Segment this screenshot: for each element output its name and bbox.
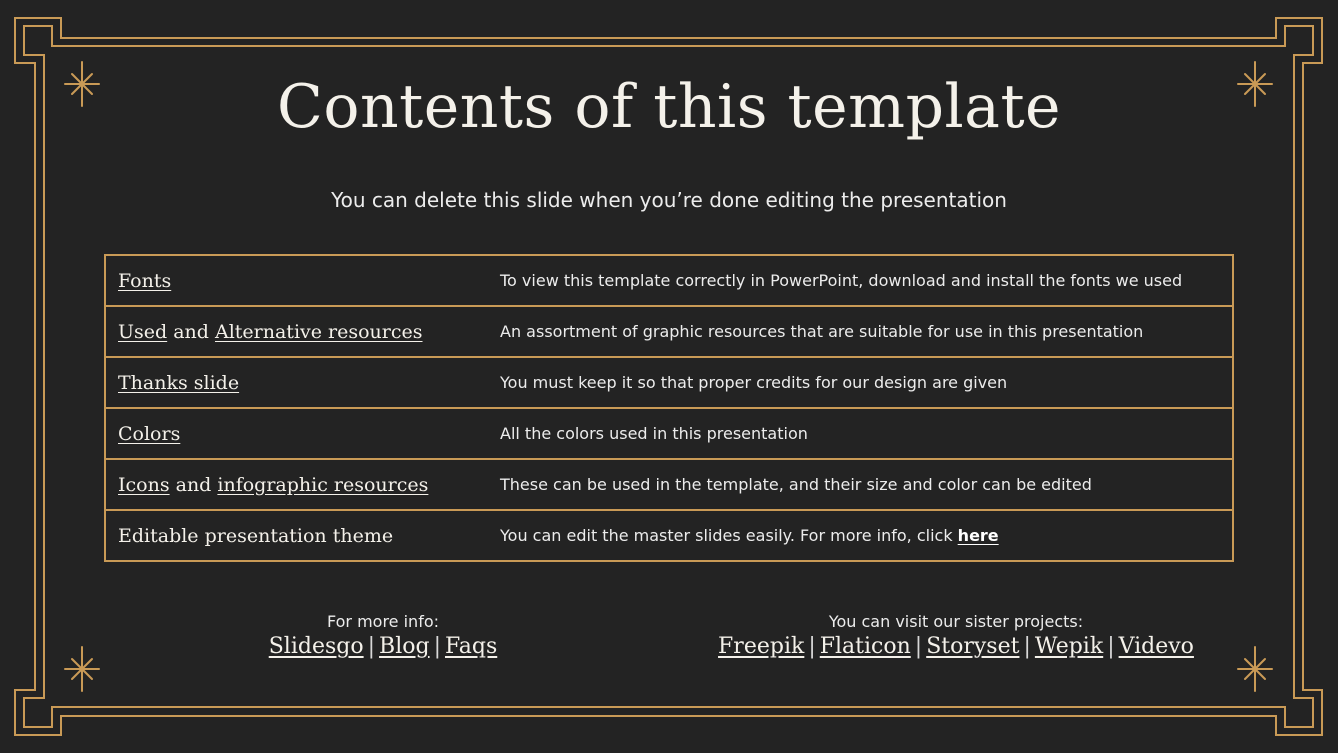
row-description-cell	[500, 357, 1233, 408]
link-separator: |	[914, 634, 923, 659]
row-description-cell	[500, 459, 1233, 510]
alternative-resources-link[interactable]: Alternative resources	[214, 320, 423, 343]
page-title: Contents of this template	[276, 72, 1062, 142]
link-separator: |	[433, 634, 441, 659]
row-label-cell	[105, 459, 500, 510]
slidesgo-link[interactable]: Slidesgo	[268, 634, 364, 659]
table-row	[105, 459, 1233, 510]
contents-table	[104, 254, 1234, 562]
row-description: These can be used in the template, and their size and color can be edited	[500, 475, 1092, 494]
row-label-text: and	[169, 473, 218, 496]
row-description: To view this template correctly in PowerPoint, download and install the fonts we used	[500, 271, 1183, 290]
row-label-cell	[105, 306, 500, 357]
row-label-cell	[105, 510, 500, 561]
freepik-link[interactable]: Freepik	[718, 634, 805, 659]
row-description: You can edit the master slides easily. For more info, click	[500, 526, 958, 545]
infographic-resources-link[interactable]: infographic resources	[217, 473, 429, 496]
row-label-cell	[105, 255, 500, 306]
here-link[interactable]: here	[957, 526, 999, 545]
footer-sister-projects	[680, 612, 1232, 659]
link-separator: |	[1107, 634, 1115, 659]
colors-link[interactable]: Colors	[118, 422, 181, 445]
footer-sister-projects-links	[680, 634, 1232, 659]
table-row	[105, 306, 1233, 357]
subtitle: You can delete this slide when you’re done editing the presentation	[331, 188, 1007, 212]
row-label-cell	[105, 408, 500, 459]
footer-more-info	[247, 612, 519, 659]
row-label-text: Editable presentation theme	[118, 524, 394, 547]
thanks-slide-link[interactable]: Thanks slide	[118, 371, 240, 394]
row-description-cell	[500, 408, 1233, 459]
table-row	[105, 255, 1233, 306]
footer-more-info-links	[247, 634, 519, 659]
footer-sister-projects-caption: You can visit our sister projects:	[828, 612, 1084, 631]
storyset-link[interactable]: Storyset	[926, 634, 1020, 659]
row-description-cell	[500, 255, 1233, 306]
link-separator: |	[1023, 634, 1031, 659]
row-description: You must keep it so that proper credits for our design are given	[500, 373, 1008, 392]
row-description: All the colors used in this presentation	[500, 424, 808, 443]
contents-table-body	[105, 255, 1233, 561]
blog-link[interactable]: Blog	[379, 634, 430, 659]
link-separator: |	[808, 634, 816, 659]
row-description-cell	[500, 306, 1233, 357]
wepik-link[interactable]: Wepik	[1034, 634, 1104, 659]
faqs-link[interactable]: Faqs	[444, 634, 498, 659]
table-row	[105, 510, 1233, 561]
icons-link[interactable]: Icons	[118, 473, 170, 496]
table-row	[105, 408, 1233, 459]
row-description: An assortment of graphic resources that are suitable for use in this presentation	[500, 322, 1144, 341]
row-description-cell	[500, 510, 1233, 561]
table-row	[105, 357, 1233, 408]
used-link[interactable]: Used	[118, 320, 168, 343]
flaticon-link[interactable]: Flaticon	[819, 634, 911, 659]
row-label-cell	[105, 357, 500, 408]
footer-more-info-caption: For more info:	[326, 612, 439, 631]
sparkle-icon	[65, 647, 99, 691]
row-label-text: and	[167, 320, 215, 343]
videvo-link[interactable]: Videvo	[1118, 634, 1194, 659]
fonts-link[interactable]: Fonts	[118, 269, 172, 292]
sparkle-icon	[1238, 647, 1272, 691]
link-separator: |	[367, 634, 376, 659]
